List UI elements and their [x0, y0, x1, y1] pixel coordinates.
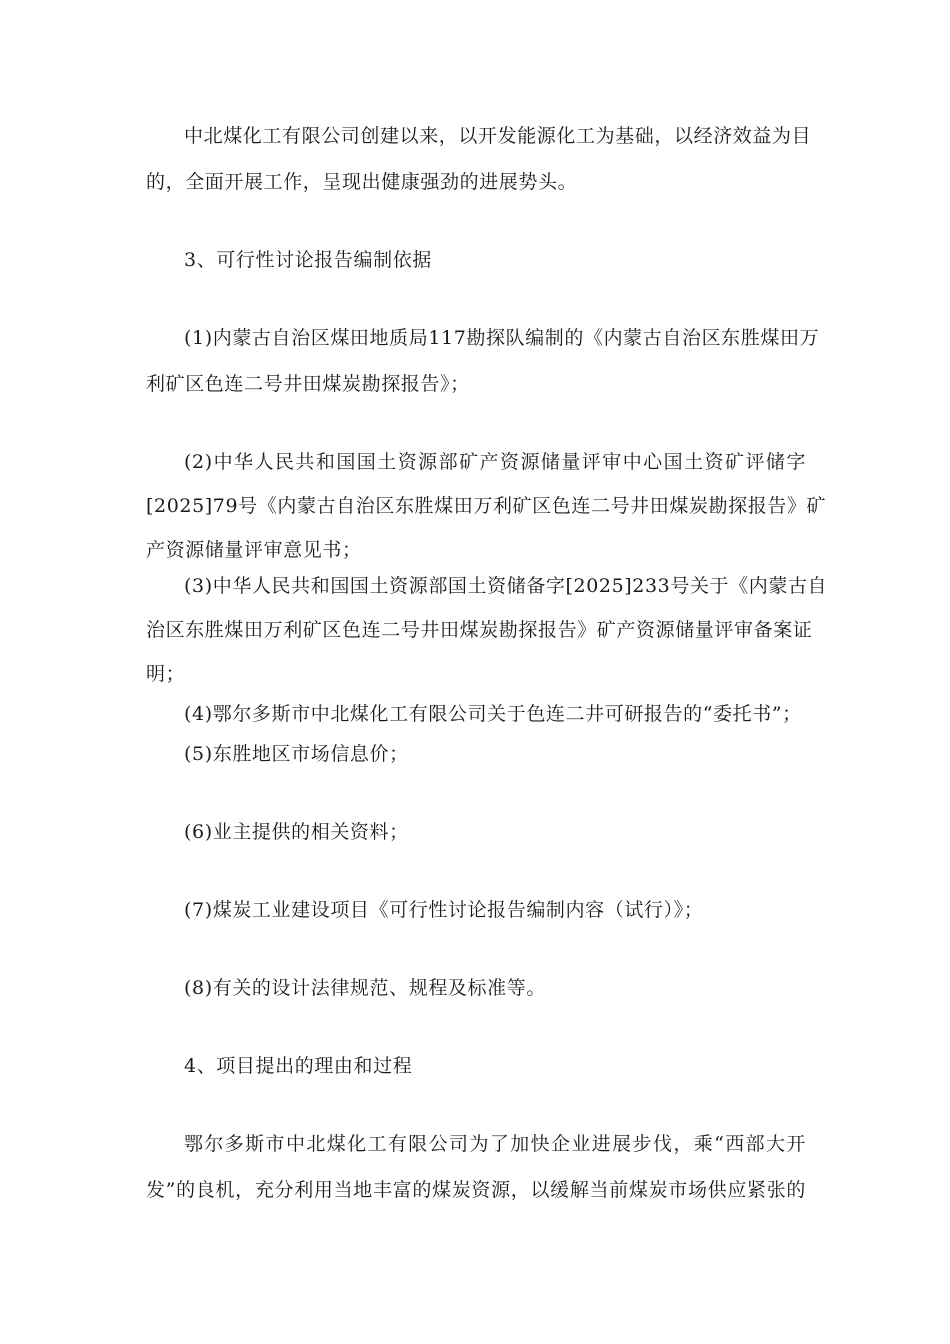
- basis-item-8: (8)有关的设计法律规范、规程及标准等。: [184, 977, 546, 999]
- basis-item-6: (6)业主提供的相关资料；: [184, 821, 409, 843]
- basis-item-2-line-2: [2025]79号《内蒙古自治区东胜煤田万利矿区色连二号井田煤炭勘探报告》矿: [146, 495, 827, 517]
- section-heading-3: 3、可行性讨论报告编制依据: [184, 249, 432, 271]
- paragraph-intro-line-1: 中北煤化工有限公司创建以来，以开发能源化工为基础，以经济效益为目: [184, 125, 812, 147]
- basis-item-4: (4)鄂尔多斯市中北煤化工有限公司关于色连二井可研报告的“委托书”；: [184, 703, 802, 725]
- basis-item-2-line-3: 产资源储量评审意见书；: [146, 539, 362, 561]
- paragraph-reason-line-2: 发”的良机，充分利用当地丰富的煤炭资源，以缓解当前煤炭市场供应紧张的: [146, 1179, 806, 1201]
- basis-item-3-line-2: 治区东胜煤田万利矿区色连二号井田煤炭勘探报告》矿产资源储量评审备案证: [146, 619, 813, 641]
- basis-item-2-line-1: (2)中华人民共和国国土资源部矿产资源储量评审中心国土资矿评储字: [184, 451, 806, 473]
- paragraph-intro-line-2: 的，全面开展工作，呈现出健康强劲的进展势头。: [146, 171, 578, 193]
- paragraph-reason-line-1: 鄂尔多斯市中北煤化工有限公司为了加快企业进展步伐，乘“西部大开: [184, 1133, 806, 1155]
- basis-item-5: (5)东胜地区市场信息价；: [184, 743, 409, 765]
- basis-item-3-line-3: 明；: [146, 663, 186, 685]
- basis-item-3-line-1: (3)中华人民共和国国土资源部国土资储备字[2025]233号关于《内蒙古自: [184, 575, 828, 597]
- section-heading-4: 4、项目提出的理由和过程: [184, 1055, 413, 1077]
- basis-item-1-line-1: (1)内蒙古自治区煤田地质局117勘探队编制的《内蒙古自治区东胜煤田万: [184, 327, 820, 349]
- basis-item-1-line-2: 利矿区色连二号井田煤炭勘探报告》；: [146, 373, 470, 395]
- basis-item-7: (7)煤炭工业建设项目《可行性讨论报告编制内容（试行）》；: [184, 899, 704, 921]
